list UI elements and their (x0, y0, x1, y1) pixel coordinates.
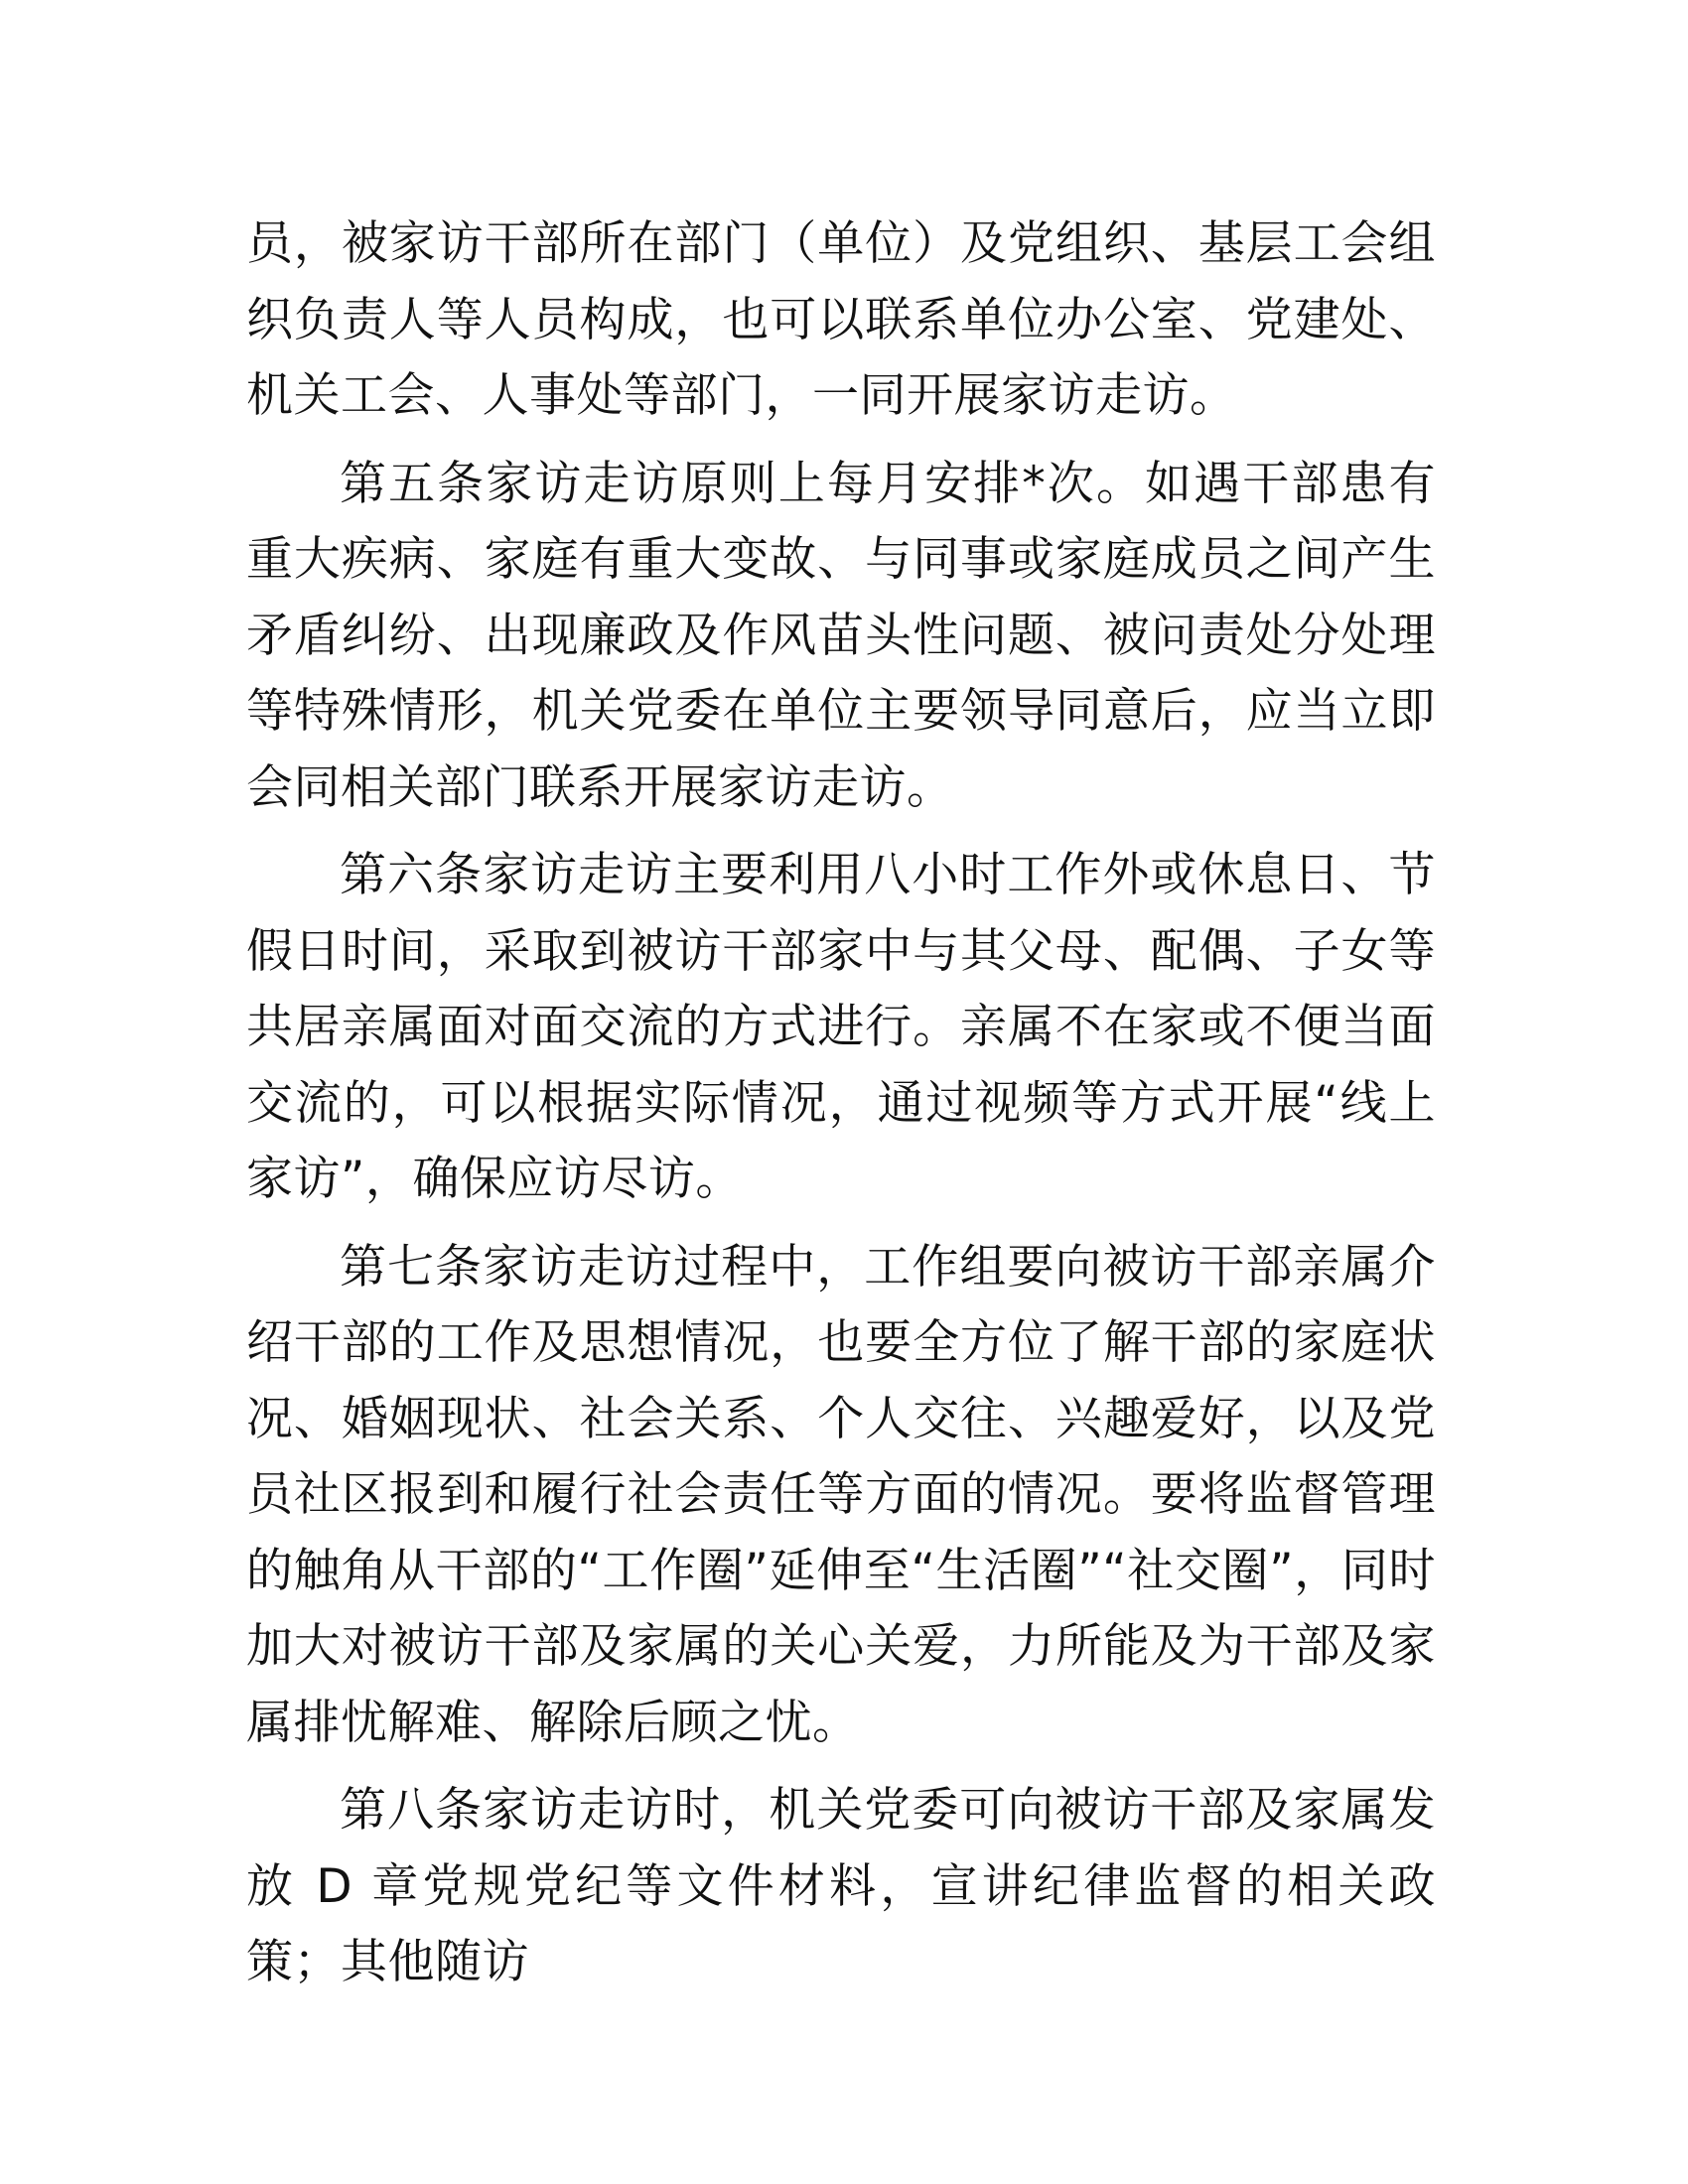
paragraph-continuation: 员，被家访干部所在部门（单位）及党组织、基层工会组织负责人等人员构成，也可以联系单位办公室、党建处、机关工会、人事处等部门，一同开展家访走访。 (246, 216, 1436, 423)
paragraph-article-6: 第六条家访走访主要利用八小时工作外或休息日、节假日时间，采取到被访干部家中与其父母、配偶、子女等共居亲属面对面交流的方式进行。亲属不在家或不便当面交流的，可以根据实际情况，通过视频等方式开展“线上家访”，确保应访尽访。 (246, 848, 1436, 1206)
paragraph-article-5: 第五条家访走访原则上每月安排*次。如遇干部患有重大疾病、家庭有重大变故、与同事或家庭成员之间产生矛盾纠纷、出现廉政及作风苗头性问题、被问责处分处理等特殊情形，机关党委在单位主要领导同意后，应当立即会同相关部门联系开展家访走访。 (246, 456, 1436, 815)
document-body (246, 206, 1436, 2013)
paragraph-article-8: 第八条家访走访时，机关党委可向被访干部及家属发放 D 章党规党纪等文件材料，宣讲纪律监督的相关政策；其他随访 (246, 1783, 1436, 1989)
paragraph-article-7: 第七条家访走访过程中，工作组要向被访干部亲属介绍干部的工作及思想情况，也要全方位了解干部的家庭状况、婚姻现状、社会关系、个人交往、兴趣爱好，以及党员社区报到和履行社会责任等方面的情况。要将监督管理的触角从干部的“工作圈”延伸至“生活圈”“社交圈”，同时加大对被访干部及家属的关心关爱，力所能及为干部及家属排忧解难、解除后顾之忧。 (246, 1239, 1436, 1750)
